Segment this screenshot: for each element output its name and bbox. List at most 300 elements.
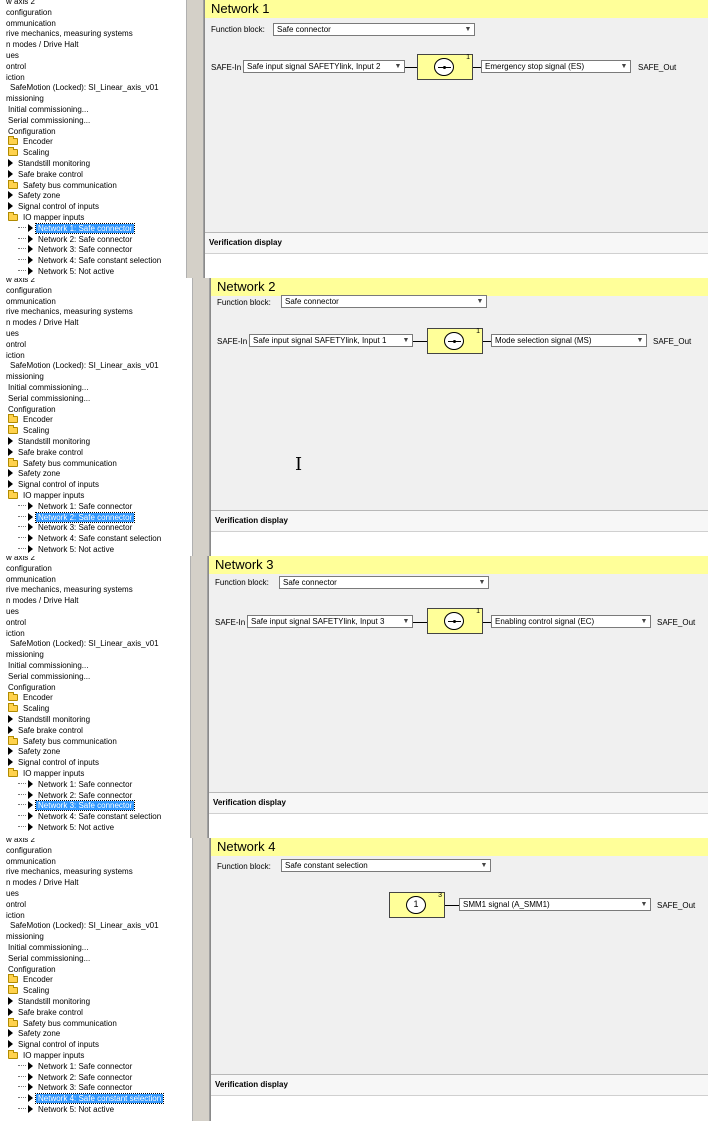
chevron-down-icon: ▼ — [480, 862, 488, 869]
tree-item[interactable] — [18, 533, 163, 544]
verification-display-header: Verification display — [211, 1074, 708, 1096]
tree-item[interactable] — [4, 50, 21, 61]
tree-line-icon — [18, 548, 26, 549]
tree-item-label: Signal control of inputs — [18, 1040, 99, 1050]
tree-item[interactable] — [8, 458, 119, 469]
network-3-panel — [0, 556, 708, 838]
block-number: 3 — [438, 892, 442, 899]
tree-item[interactable] — [4, 563, 54, 574]
network-4-panel — [0, 838, 708, 1121]
connector-icon — [444, 332, 464, 350]
safe-in-label: SAFE-In — [217, 337, 248, 346]
chevron-down-icon: ▼ — [402, 337, 410, 344]
tree-item-label: configuration — [6, 563, 52, 573]
tree-item-label: Signal control of inputs — [18, 480, 99, 490]
expand-arrow-icon[interactable] — [28, 502, 33, 510]
chevron-down-icon: ▼ — [476, 298, 484, 305]
tree-item[interactable] — [4, 28, 135, 39]
splitter[interactable] — [186, 0, 204, 278]
tree-line-icon — [18, 1076, 26, 1077]
function-block-label: Function block: — [211, 25, 265, 34]
tree-line-icon — [18, 1108, 26, 1109]
tree-line-icon — [18, 1086, 26, 1087]
tree-line-icon — [18, 505, 26, 506]
expand-arrow-icon[interactable] — [28, 513, 33, 521]
tree-item-label: IO mapper inputs — [23, 213, 85, 222]
tree-item[interactable] — [8, 468, 62, 479]
tree-item[interactable] — [8, 201, 101, 212]
tree-item-label: Initial commissioning... — [8, 105, 89, 114]
expand-arrow-icon[interactable] — [8, 448, 13, 456]
connector-icon — [434, 58, 454, 76]
tree-item[interactable] — [8, 425, 51, 436]
function-block-label: Function block: — [217, 298, 271, 307]
block-number: 1 — [466, 54, 470, 61]
tree-item[interactable] — [6, 671, 92, 682]
tree-item[interactable] — [18, 244, 134, 255]
tree-item-label: w axis 2 — [6, 556, 35, 562]
constant-value: 1 — [413, 899, 419, 909]
tree-item[interactable] — [18, 1104, 116, 1115]
expand-arrow-icon[interactable] — [28, 1062, 33, 1070]
tree-item-label: Encoder — [23, 975, 53, 985]
tree-item-label: ues — [6, 889, 19, 898]
tree-item-label: Standstill monitoring — [18, 159, 91, 168]
tree-item-label: Scaling — [23, 986, 50, 996]
tree-item[interactable] — [6, 404, 58, 415]
tree-item[interactable] — [4, 574, 58, 585]
tree-item-label: rive mechanics, measuring systems — [6, 307, 133, 317]
input-signal-select[interactable] — [249, 334, 413, 347]
tree-item[interactable] — [4, 845, 54, 856]
tree-item-label: rive mechanics, measuring systems — [6, 585, 133, 595]
project-tree — [0, 0, 186, 278]
input-signal-value: Safe input signal SAFETYlink, Input 2 — [247, 62, 381, 71]
tree-item-label: Serial commissioning... — [8, 953, 91, 963]
tree-item-label: Network 4: Safe constant selection — [38, 812, 162, 822]
block-number: 1 — [476, 608, 480, 615]
tree-item-label: ues — [6, 607, 19, 616]
folder-icon — [8, 214, 18, 221]
splitter[interactable] — [190, 556, 208, 838]
tree-item-label: Network 5: Not active — [38, 823, 115, 832]
tree-line-icon — [18, 238, 26, 239]
folder-icon — [8, 182, 18, 189]
tree-item[interactable] — [4, 296, 58, 307]
tree-item-label: Network 5: Not active — [38, 1105, 115, 1114]
expand-arrow-icon[interactable] — [28, 1094, 33, 1102]
network-title: Network 4 — [211, 838, 708, 856]
tree-item[interactable] — [8, 1039, 101, 1050]
tree-item[interactable] — [18, 790, 134, 801]
safe-out-label: SAFE_Out — [657, 901, 696, 910]
tree-item-label: Encoder — [23, 693, 53, 703]
project-tree — [0, 838, 186, 1121]
tree-item-label: missioning — [6, 372, 44, 382]
wire — [483, 622, 491, 623]
tree-line-icon — [18, 783, 26, 784]
tree-item[interactable] — [4, 595, 80, 606]
tree-item[interactable] — [8, 147, 51, 158]
output-signal-select[interactable] — [481, 60, 631, 73]
tree-line-icon — [18, 1097, 26, 1098]
folder-icon — [8, 427, 18, 434]
tree-item[interactable] — [18, 234, 134, 245]
expand-arrow-icon[interactable] — [28, 224, 33, 232]
tree-line-icon — [18, 815, 26, 816]
safe-in-label: SAFE-In — [211, 63, 242, 72]
expand-arrow-icon[interactable] — [28, 245, 33, 253]
tree-item[interactable] — [4, 649, 46, 660]
tree-item-label: Safety bus communication — [23, 458, 117, 468]
verification-display-area — [209, 814, 708, 838]
chevron-down-icon: ▼ — [464, 26, 472, 33]
tree-item[interactable] — [18, 544, 116, 555]
tree-item[interactable] — [4, 877, 80, 888]
tree-item-label: iction — [6, 350, 25, 360]
expand-arrow-icon[interactable] — [28, 1105, 33, 1113]
folder-icon — [8, 694, 18, 701]
tree-item[interactable] — [4, 910, 27, 921]
tree-item-label: Safety zone — [18, 469, 61, 479]
function-block-label: Function block: — [217, 862, 271, 871]
tree-item[interactable] — [4, 888, 21, 899]
expand-arrow-icon[interactable] — [28, 812, 33, 820]
tree-item[interactable] — [8, 725, 85, 736]
tree-item[interactable] — [8, 703, 51, 714]
function-block-select[interactable] — [281, 859, 491, 872]
tree-item-label: Encoder — [23, 137, 53, 147]
input-signal-value: Safe input signal SAFETYlink, Input 3 — [251, 617, 385, 626]
tree-item[interactable] — [8, 1007, 85, 1018]
folder-icon — [8, 976, 18, 983]
tree-item[interactable] — [18, 512, 134, 523]
tree-item-label: ues — [6, 329, 19, 338]
safe-connector-block[interactable] — [427, 608, 483, 634]
expand-arrow-icon[interactable] — [8, 997, 13, 1005]
safe-connector-block[interactable] — [427, 328, 483, 354]
folder-icon — [8, 492, 18, 499]
tree-item[interactable] — [18, 1093, 163, 1104]
tree-line-icon — [18, 537, 26, 538]
expand-arrow-icon[interactable] — [8, 1008, 13, 1016]
tree-item[interactable] — [6, 115, 92, 126]
expand-arrow-icon[interactable] — [8, 202, 13, 210]
tree-item[interactable] — [4, 328, 21, 339]
chevron-down-icon: ▼ — [620, 63, 628, 70]
tree-item[interactable] — [18, 255, 163, 266]
expand-arrow-icon[interactable] — [28, 780, 33, 788]
tree-item[interactable] — [8, 1050, 86, 1061]
tree-item-label: Safety zone — [18, 747, 61, 757]
expand-arrow-icon[interactable] — [28, 256, 33, 264]
tree-item-label: Network 2: Safe connector — [38, 1072, 133, 1082]
tree-item[interactable] — [18, 266, 116, 277]
safe-out-label: SAFE_Out — [653, 337, 692, 346]
tree-item[interactable] — [4, 39, 80, 50]
tree-item-label: n modes / Drive Halt — [6, 318, 79, 328]
tree-item[interactable] — [4, 899, 28, 910]
tree-item[interactable] — [8, 180, 119, 191]
tree-item[interactable] — [8, 692, 55, 703]
tree-item[interactable] — [4, 18, 58, 29]
safe-out-label: SAFE_Out — [638, 63, 677, 72]
chevron-down-icon: ▼ — [394, 63, 402, 70]
tree-item-label: Network 4: Safe constant selection — [38, 534, 162, 544]
tree-item-label: Network 5: Not active — [38, 267, 115, 276]
tree-item[interactable] — [8, 768, 86, 779]
expand-arrow-icon[interactable] — [28, 791, 33, 799]
tree-item[interactable] — [18, 522, 134, 533]
tree-item-label: rive mechanics, measuring systems — [6, 29, 133, 39]
tree-item[interactable] — [8, 158, 92, 169]
expand-arrow-icon[interactable] — [8, 437, 13, 445]
chevron-down-icon: ▼ — [402, 618, 410, 625]
tree-item-label: Scaling — [23, 148, 50, 158]
network-2-panel — [0, 278, 708, 556]
tree-item[interactable] — [8, 447, 85, 458]
tree-item[interactable] — [8, 360, 161, 371]
tree-item-label: missioning — [6, 932, 44, 942]
safe-in-label: SAFE-In — [215, 618, 246, 627]
tree-item[interactable] — [4, 371, 46, 382]
tree-item[interactable] — [4, 7, 54, 18]
block-number: 1 — [476, 328, 480, 335]
tree-item-label: Safe brake control — [18, 447, 83, 457]
output-signal-select[interactable] — [491, 615, 651, 628]
tree-item[interactable] — [8, 757, 101, 768]
output-signal-select[interactable] — [491, 334, 647, 347]
folder-icon — [8, 1052, 18, 1059]
expand-arrow-icon[interactable] — [28, 235, 33, 243]
expand-arrow-icon[interactable] — [28, 1073, 33, 1081]
tree-item[interactable] — [4, 617, 28, 628]
tree-item-label: SafeMotion (Locked): SI_Linear_axis_v01 — [10, 83, 159, 93]
tree-item[interactable] — [8, 414, 55, 425]
wire — [405, 67, 417, 68]
tree-item[interactable] — [8, 920, 161, 931]
expand-arrow-icon[interactable] — [8, 1040, 13, 1048]
tree-item[interactable] — [8, 714, 92, 725]
tree-item-label: ommunication — [6, 574, 56, 584]
network-editor — [208, 556, 708, 838]
tree-item-label: n modes / Drive Halt — [6, 596, 79, 606]
tree-item-label: Serial commissioning... — [8, 393, 91, 403]
expand-arrow-icon[interactable] — [8, 758, 13, 766]
expand-arrow-icon[interactable] — [28, 801, 33, 809]
safe-constant-block[interactable] — [389, 892, 445, 918]
tree-item[interactable] — [8, 638, 161, 649]
tree-item-label: ues — [6, 51, 19, 60]
tree-item[interactable] — [18, 501, 134, 512]
tree-item[interactable] — [4, 856, 58, 867]
tree-item-label: Network 2: Safe connector — [38, 790, 133, 800]
function-block-select[interactable] — [281, 295, 487, 308]
tree-item-label: ontrol — [6, 61, 27, 71]
tree-item[interactable] — [6, 682, 58, 693]
input-signal-select[interactable] — [247, 615, 413, 628]
tree-item[interactable] — [6, 393, 92, 404]
tree-item-label: ommunication — [6, 296, 56, 306]
tree-item[interactable] — [6, 953, 92, 964]
wire — [483, 341, 491, 342]
folder-icon — [8, 149, 18, 156]
tree-line-icon — [18, 516, 26, 517]
tree-item-label: w axis 2 — [6, 0, 35, 6]
output-signal-select[interactable] — [459, 898, 651, 911]
tree-item-label: Safe brake control — [18, 725, 83, 735]
tree-item[interactable] — [18, 1072, 134, 1083]
expand-arrow-icon[interactable] — [8, 747, 13, 755]
chevron-down-icon: ▼ — [478, 579, 486, 586]
tree-item-label: Configuration — [8, 404, 56, 414]
tree-item-label: Configuration — [8, 964, 56, 974]
tree-item[interactable] — [4, 93, 46, 104]
tree-item[interactable] — [4, 584, 135, 595]
tree-line-icon — [18, 248, 26, 249]
verification-display-header: Verification display — [211, 510, 708, 532]
tree-item[interactable] — [8, 479, 101, 490]
tree-item[interactable] — [8, 974, 55, 985]
verification-display-area — [205, 254, 708, 278]
tree-item[interactable] — [8, 436, 92, 447]
expand-arrow-icon[interactable] — [28, 545, 33, 553]
tree-item-label: Network 4: Safe constant selection — [38, 256, 162, 266]
tree-item-label: w axis 2 — [6, 838, 35, 844]
tree-item[interactable] — [18, 779, 134, 790]
function-block-select[interactable] — [279, 576, 489, 589]
tree-item-label: SafeMotion (Locked): SI_Linear_axis_v01 — [10, 639, 159, 649]
expand-arrow-icon[interactable] — [28, 534, 33, 542]
tree-item[interactable] — [4, 72, 27, 83]
tree-item[interactable] — [8, 1028, 62, 1039]
tree-item[interactable] — [4, 306, 135, 317]
tree-item[interactable] — [18, 1082, 134, 1093]
tree-item[interactable] — [6, 660, 90, 671]
tree-item[interactable] — [8, 490, 86, 501]
tree-item-label: configuration — [6, 285, 52, 295]
tree-item-label: ontrol — [6, 899, 27, 909]
tree-item[interactable] — [18, 811, 163, 822]
tree-item-label: Initial commissioning... — [8, 943, 89, 952]
tree-item[interactable] — [4, 931, 46, 942]
tree-item[interactable] — [4, 350, 27, 361]
output-signal-value: SMM1 signal (A_SMM1) — [463, 900, 550, 909]
tree-item-label: configuration — [6, 845, 52, 855]
expand-arrow-icon[interactable] — [8, 480, 13, 488]
safe-out-label: SAFE_Out — [657, 618, 696, 627]
network-editor — [210, 838, 708, 1121]
tree-item-label: iction — [6, 628, 25, 638]
expand-arrow-icon[interactable] — [8, 170, 13, 178]
tree-item[interactable] — [8, 136, 55, 147]
tree-item[interactable] — [8, 82, 161, 93]
tree-line-icon — [18, 526, 26, 527]
tree-item[interactable] — [4, 339, 28, 350]
tree-item[interactable] — [18, 223, 134, 234]
tree-item[interactable] — [8, 746, 62, 757]
tree-item-label: Standstill monitoring — [18, 437, 91, 446]
tree-item[interactable] — [8, 190, 62, 201]
tree-item-label: n modes / Drive Halt — [6, 878, 79, 888]
tree-item[interactable] — [6, 104, 90, 115]
expand-arrow-icon[interactable] — [8, 191, 13, 199]
splitter[interactable] — [192, 278, 210, 556]
tree-item[interactable] — [6, 942, 90, 953]
tree-item[interactable] — [8, 1018, 119, 1029]
expand-arrow-icon[interactable] — [8, 159, 13, 167]
expand-arrow-icon[interactable] — [8, 726, 13, 734]
tree-item[interactable] — [6, 126, 58, 137]
tree-item[interactable] — [8, 169, 85, 180]
tree-item-label: Safety bus communication — [23, 1018, 117, 1028]
tree-item[interactable] — [4, 317, 80, 328]
tree-item-label: Safety bus communication — [23, 736, 117, 746]
input-signal-value: Safe input signal SAFETYlink, Input 1 — [253, 336, 387, 345]
tree-line-icon — [18, 826, 26, 827]
tree-item[interactable] — [8, 996, 92, 1007]
expand-arrow-icon[interactable] — [28, 1083, 33, 1091]
tree-item-label: n modes / Drive Halt — [6, 40, 79, 50]
function-block-select[interactable] — [273, 23, 475, 36]
splitter[interactable] — [192, 838, 210, 1121]
tree-item-label: missioning — [6, 94, 44, 104]
wire — [445, 905, 459, 906]
tree-item-label: Serial commissioning... — [8, 671, 91, 681]
project-tree — [0, 556, 186, 838]
tree-item[interactable] — [4, 606, 21, 617]
tree-item[interactable] — [4, 628, 27, 639]
expand-arrow-icon[interactable] — [8, 1029, 13, 1037]
tree-item[interactable] — [8, 985, 51, 996]
tree-item-label: ontrol — [6, 617, 27, 627]
text-cursor-icon: I — [295, 454, 303, 475]
tree-item[interactable] — [18, 800, 134, 811]
tree-line-icon — [18, 804, 26, 805]
function-block-value: Safe connector — [277, 25, 331, 34]
wire — [413, 622, 427, 623]
verification-display-header: Verification display — [205, 232, 708, 254]
constant-icon — [406, 896, 426, 914]
tree-item-label: Network 2: Safe connector — [38, 512, 133, 522]
expand-arrow-icon[interactable] — [8, 715, 13, 723]
safe-connector-block[interactable] — [417, 54, 473, 80]
tree-item[interactable] — [18, 1061, 134, 1072]
tree-item[interactable] — [4, 61, 28, 72]
folder-icon — [8, 738, 18, 745]
tree-item[interactable] — [8, 736, 119, 747]
folder-icon — [8, 138, 18, 145]
tree-item[interactable] — [4, 285, 54, 296]
tree-item[interactable] — [6, 964, 58, 975]
tree-item[interactable] — [18, 822, 116, 833]
tree-item[interactable] — [6, 382, 90, 393]
tree-item[interactable] — [4, 866, 135, 877]
tree-item[interactable] — [8, 212, 86, 223]
function-block-value: Safe constant selection — [285, 861, 368, 870]
function-block-value: Safe connector — [283, 578, 337, 587]
expand-arrow-icon[interactable] — [28, 267, 33, 275]
function-block-value: Safe connector — [285, 297, 339, 306]
input-signal-select[interactable] — [243, 60, 405, 73]
expand-arrow-icon[interactable] — [8, 469, 13, 477]
verification-display-area — [211, 1096, 708, 1121]
tree-item-label: Initial commissioning... — [8, 383, 89, 392]
expand-arrow-icon[interactable] — [28, 823, 33, 831]
tree-item-label: Initial commissioning... — [8, 661, 89, 670]
tree-item-label: Scaling — [23, 426, 50, 436]
expand-arrow-icon[interactable] — [28, 523, 33, 531]
